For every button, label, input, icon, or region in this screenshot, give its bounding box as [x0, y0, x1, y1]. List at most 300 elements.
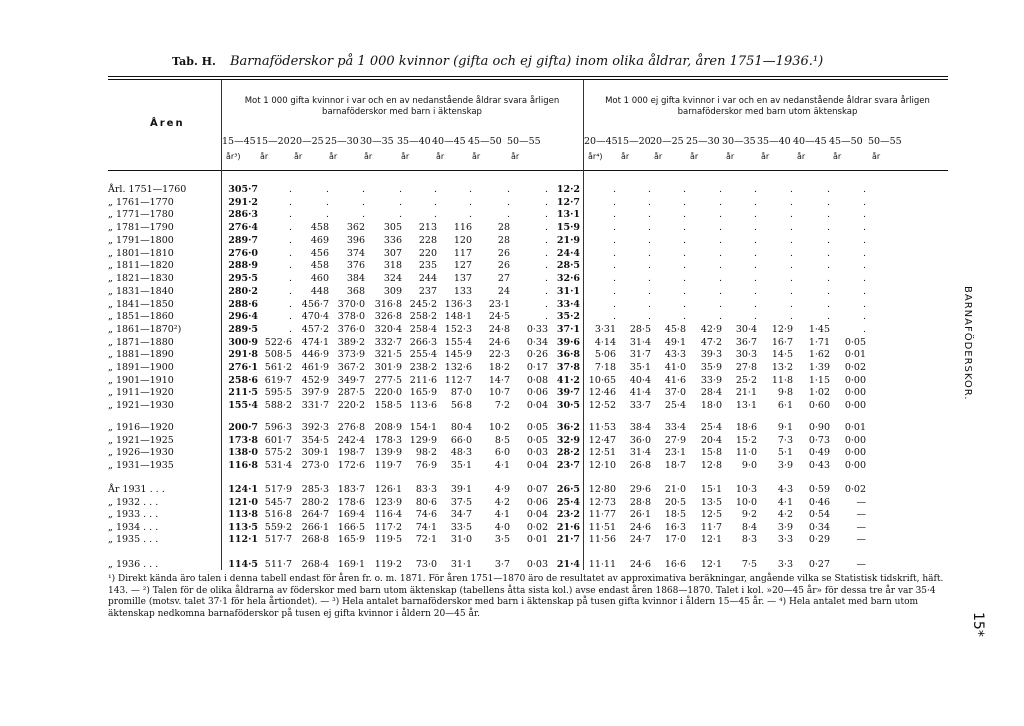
- column-unit: år: [401, 152, 410, 161]
- table-cell: 508·5: [264, 349, 292, 360]
- top-rule-inner: [108, 79, 948, 80]
- table-cell: 26·1: [629, 509, 651, 520]
- table-cell: 277·5: [374, 375, 402, 386]
- row-label: „ 1811—1820: [108, 260, 174, 271]
- table-cell: .: [544, 222, 548, 233]
- table-cell: 384: [346, 273, 365, 284]
- table-cell: 0·05: [526, 435, 548, 446]
- table-cell: .: [826, 184, 830, 195]
- table-cell: 37·8: [556, 362, 580, 373]
- table-cell: 7·18: [594, 362, 616, 373]
- table-cell: .: [789, 184, 793, 195]
- table-cell: 374: [346, 248, 365, 259]
- table-cell: 169·1: [337, 559, 365, 570]
- table-cell: 285·3: [301, 484, 329, 495]
- table-cell: 30·4: [735, 324, 757, 335]
- table-cell: 37·0: [664, 387, 686, 398]
- table-cell: 80·4: [450, 422, 472, 433]
- table-cell: 456·7: [301, 299, 329, 310]
- table-cell: 0·01: [844, 349, 866, 360]
- table-cell: .: [647, 235, 651, 246]
- table-cell: 0·29: [808, 534, 830, 545]
- table-cell: 11·0: [735, 447, 757, 458]
- table-cell: 32·9: [556, 435, 580, 446]
- table-cell: 280·2: [228, 286, 258, 297]
- table-cell: 295·5: [228, 273, 258, 284]
- table-cell: 349·7: [337, 375, 365, 386]
- table-cell: .: [682, 273, 686, 284]
- table-cell: 0·05: [844, 337, 866, 348]
- table-cell: 32·6: [556, 273, 580, 284]
- table-cell: 25·4: [700, 422, 722, 433]
- table-row: [0, 235, 1024, 248]
- row-label: „ 1935 . . .: [108, 534, 159, 545]
- table-cell: 0·03: [526, 447, 548, 458]
- table-cell: 228: [418, 235, 437, 246]
- table-cell: 0·02: [844, 362, 866, 373]
- table-cell: 4·1: [494, 460, 510, 471]
- table-cell: 0·49: [808, 447, 830, 458]
- table-cell: 158·5: [374, 400, 402, 411]
- table-cell: 469: [310, 235, 329, 246]
- table-cell: 23·1: [488, 299, 510, 310]
- table-cell: 35·1: [450, 460, 472, 471]
- column-unit: år: [690, 152, 699, 161]
- table-cell: 33·4: [556, 299, 580, 310]
- column-unit: år: [726, 152, 735, 161]
- table-cell: 36·8: [556, 349, 580, 360]
- table-cell: .: [753, 286, 757, 297]
- table-row: [0, 286, 1024, 299]
- table-cell: 276·1: [228, 362, 258, 373]
- table-cell: 31·4: [629, 337, 651, 348]
- table-cell: 45·8: [664, 324, 686, 335]
- table-cell: 373·9: [337, 349, 365, 360]
- table-row: [0, 273, 1024, 286]
- table-cell: 113·6: [409, 400, 437, 411]
- table-cell: 21·4: [556, 559, 580, 570]
- table-cell: 36·2: [556, 422, 580, 433]
- table-cell: .: [682, 197, 686, 208]
- table-cell: .: [612, 248, 616, 259]
- table-row: [0, 324, 1024, 337]
- table-cell: .: [433, 197, 437, 208]
- table-cell: 56·8: [450, 400, 472, 411]
- table-cell: 23·7: [556, 460, 580, 471]
- table-cell: 183·7: [337, 484, 365, 495]
- table-cell: .: [789, 273, 793, 284]
- table-cell: 470·4: [301, 311, 329, 322]
- table-cell: 132·6: [444, 362, 472, 373]
- table-cell: .: [544, 299, 548, 310]
- table-cell: .: [753, 209, 757, 220]
- table-cell: 0·02: [526, 522, 548, 533]
- table-cell: 376: [346, 260, 365, 271]
- table-cell: 12·80: [588, 484, 616, 495]
- table-cell: 18·5: [664, 509, 686, 520]
- table-cell: 139·9: [374, 447, 402, 458]
- column-header: 20—25: [290, 136, 324, 147]
- table-cell: 368: [346, 286, 365, 297]
- table-cell: 0·07: [526, 484, 548, 495]
- table-cell: 4·14: [594, 337, 616, 348]
- table-cell: .: [468, 197, 472, 208]
- table-cell: 21·7: [556, 534, 580, 545]
- table-cell: 258·2: [409, 311, 437, 322]
- table-cell: .: [544, 286, 548, 297]
- table-cell: .: [826, 248, 830, 259]
- table-cell: .: [468, 209, 472, 220]
- table-cell: 28·5: [556, 260, 580, 271]
- row-label: „ 1931—1935: [108, 460, 174, 471]
- table-cell: .: [361, 209, 365, 220]
- table-cell: 21·0: [664, 484, 686, 495]
- table-cell: 7·3: [777, 435, 793, 446]
- table-cell: 112·1: [228, 534, 258, 545]
- table-cell: 173·8: [228, 435, 258, 446]
- table-cell: 326·8: [374, 311, 402, 322]
- table-cell: 15·8: [700, 447, 722, 458]
- table-cell: 264·7: [301, 509, 329, 520]
- row-label: „ 1921—1925: [108, 435, 174, 446]
- table-cell: .: [718, 209, 722, 220]
- table-cell: 80·6: [415, 497, 437, 508]
- table-cell: .: [862, 324, 866, 335]
- table-cell: 276·4: [228, 222, 258, 233]
- table-cell: 166·5: [337, 522, 365, 533]
- table-cell: 595·5: [264, 387, 292, 398]
- column-unit: år³): [226, 152, 241, 161]
- table-cell: 33·4: [664, 422, 686, 433]
- table-cell: 6·1: [777, 400, 793, 411]
- column-unit: år: [797, 152, 806, 161]
- page-number: 15*: [970, 612, 986, 637]
- table-cell: 458: [310, 222, 329, 233]
- table-cell: 268·4: [301, 559, 329, 570]
- table-cell: 198·7: [337, 447, 365, 458]
- table-cell: .: [506, 197, 510, 208]
- table-cell: 25·2: [735, 375, 757, 386]
- table-cell: .: [544, 235, 548, 246]
- table-cell: 460: [310, 273, 329, 284]
- table-cell: 15·1: [700, 484, 722, 495]
- table-cell: 12·8: [700, 460, 722, 471]
- table-cell: .: [647, 273, 651, 284]
- table-cell: 24·8: [488, 324, 510, 335]
- table-cell: 8·3: [741, 534, 757, 545]
- column-header: 25—30: [686, 136, 720, 147]
- table-cell: .: [718, 311, 722, 322]
- table-cell: 28: [497, 222, 510, 233]
- row-label: „ 1831—1840: [108, 286, 174, 297]
- table-cell: 23·2: [556, 509, 580, 520]
- row-label: „ 1911—1920: [108, 387, 174, 398]
- column-header: 45—50: [468, 136, 502, 147]
- table-cell: 305·7: [228, 184, 258, 195]
- table-cell: 211·5: [228, 387, 258, 398]
- table-cell: 0·00: [844, 375, 866, 386]
- table-row: [0, 422, 1024, 435]
- table-cell: 31·1: [556, 286, 580, 297]
- table-cell: 18·7: [664, 460, 686, 471]
- table-cell: 165·9: [409, 387, 437, 398]
- table-cell: 152·3: [444, 324, 472, 335]
- table-cell: .: [398, 197, 402, 208]
- table-cell: 12·2: [556, 184, 580, 195]
- table-cell: 0·43: [808, 460, 830, 471]
- table-cell: .: [789, 197, 793, 208]
- table-cell: 517·7: [264, 534, 292, 545]
- table-cell: .: [288, 273, 292, 284]
- table-cell: 266·1: [301, 522, 329, 533]
- table-cell: 588·2: [264, 400, 292, 411]
- table-cell: 42·9: [700, 324, 722, 335]
- table-cell: .: [612, 286, 616, 297]
- table-cell: 28·5: [629, 324, 651, 335]
- table-cell: .: [682, 248, 686, 259]
- table-cell: 31·7: [629, 349, 651, 360]
- table-cell: 15·9: [556, 222, 580, 233]
- table-cell: 124·1: [228, 484, 258, 495]
- table-cell: 136·3: [444, 299, 472, 310]
- table-cell: 41·0: [664, 362, 686, 373]
- row-label: „ 1921—1930: [108, 400, 174, 411]
- table-cell: .: [612, 209, 616, 220]
- row-label: „ 1901—1910: [108, 375, 174, 386]
- table-cell: .: [862, 311, 866, 322]
- table-cell: 114·5: [228, 559, 258, 570]
- table-cell: .: [718, 260, 722, 271]
- table-cell: 301·9: [374, 362, 402, 373]
- row-label: „ 1771—1780: [108, 209, 174, 220]
- table-cell: 1·71: [808, 337, 830, 348]
- table-cell: .: [753, 235, 757, 246]
- table-cell: 18·2: [488, 362, 510, 373]
- table-cell: .: [862, 248, 866, 259]
- table-cell: 31·1: [450, 559, 472, 570]
- column-header: 35—40: [397, 136, 431, 147]
- table-cell: 0·02: [844, 484, 866, 495]
- table-cell: 0·06: [526, 497, 548, 508]
- table-cell: .: [718, 184, 722, 195]
- table-cell: .: [862, 209, 866, 220]
- table-cell: 0·33: [526, 324, 548, 335]
- table-cell: .: [789, 286, 793, 297]
- table-cell: 12·10: [588, 460, 616, 471]
- table-cell: 41·6: [664, 375, 686, 386]
- table-cell: 575·2: [264, 447, 292, 458]
- table-cell: 5·06: [594, 349, 616, 360]
- table-cell: 13·2: [771, 362, 793, 373]
- table-cell: 11·8: [771, 375, 793, 386]
- table-cell: .: [753, 184, 757, 195]
- table-cell: 28·8: [629, 497, 651, 508]
- table-cell: .: [826, 260, 830, 271]
- table-cell: .: [647, 184, 651, 195]
- table-cell: 172·6: [337, 460, 365, 471]
- table-cell: 24·4: [556, 248, 580, 259]
- table-cell: 33·7: [629, 400, 651, 411]
- table-cell: .: [753, 197, 757, 208]
- row-label: „ 1851—1860: [108, 311, 174, 322]
- table-cell: 127: [453, 260, 472, 271]
- table-cell: .: [789, 311, 793, 322]
- table-cell: 448: [310, 286, 329, 297]
- column-header: 20—45: [584, 136, 618, 147]
- table-cell: 72·1: [415, 534, 437, 545]
- table-cell: .: [398, 184, 402, 195]
- table-cell: 119·2: [374, 559, 402, 570]
- table-cell: 0·04: [526, 400, 548, 411]
- table-cell: .: [325, 184, 329, 195]
- table-cell: 516·8: [264, 509, 292, 520]
- table-cell: 24·6: [629, 522, 651, 533]
- table-cell: 25·4: [556, 497, 580, 508]
- table-cell: 21·1: [735, 387, 757, 398]
- table-cell: .: [682, 184, 686, 195]
- table-cell: 238·2: [409, 362, 437, 373]
- row-label: „ 1881—1890: [108, 349, 174, 360]
- row-label: År 1931 . . .: [108, 484, 165, 495]
- table-cell: .: [753, 311, 757, 322]
- row-label: „ 1934 . . .: [108, 522, 159, 533]
- table-cell: 33·9: [700, 375, 722, 386]
- table-cell: 12·1: [700, 559, 722, 570]
- table-cell: 116·8: [228, 460, 258, 471]
- table-cell: 288·6: [228, 299, 258, 310]
- row-label: „ 1761—1770: [108, 197, 174, 208]
- table-cell: .: [789, 222, 793, 233]
- table-cell: 40·4: [629, 375, 651, 386]
- table-cell: 370·0: [337, 299, 365, 310]
- table-cell: .: [325, 197, 329, 208]
- table-cell: 9·1: [777, 422, 793, 433]
- table-cell: 73·0: [415, 559, 437, 570]
- table-cell: 300·9: [228, 337, 258, 348]
- table-cell: 11·11: [588, 559, 616, 570]
- table-cell: 39·7: [556, 387, 580, 398]
- table-cell: 35·1: [629, 362, 651, 373]
- table-cell: .: [718, 248, 722, 259]
- table-row: [0, 460, 1024, 473]
- table-cell: .: [862, 235, 866, 246]
- table-cell: 0·59: [808, 484, 830, 495]
- table-cell: 4·3: [777, 484, 793, 495]
- table-cell: .: [433, 209, 437, 220]
- table-cell: 12·52: [588, 400, 616, 411]
- row-label: „ 1932 . . .: [108, 497, 159, 508]
- table-cell: .: [789, 209, 793, 220]
- table-cell: .: [682, 311, 686, 322]
- column-header: 30—35: [722, 136, 756, 147]
- table-cell: .: [288, 197, 292, 208]
- table-cell: 362: [346, 222, 365, 233]
- table-cell: 336: [383, 235, 402, 246]
- table-cell: 378·0: [337, 311, 365, 322]
- table-cell: 0·00: [844, 387, 866, 398]
- table-cell: .: [647, 248, 651, 259]
- table-cell: 39·3: [700, 349, 722, 360]
- table-cell: 0·00: [844, 400, 866, 411]
- table-cell: 37·5: [450, 497, 472, 508]
- table-cell: 10·65: [588, 375, 616, 386]
- table-title: [172, 54, 823, 69]
- table-cell: 26·8: [629, 460, 651, 471]
- table-cell: 296·4: [228, 311, 258, 322]
- table-cell: 9·0: [741, 460, 757, 471]
- table-cell: 457·2: [301, 324, 329, 335]
- table-cell: 309: [383, 286, 402, 297]
- table-cell: 11·7: [700, 522, 722, 533]
- table-cell: 4·0: [494, 522, 510, 533]
- table-cell: 4·1: [494, 509, 510, 520]
- column-header: 50—55: [868, 136, 902, 147]
- table-cell: .: [288, 235, 292, 246]
- table-cell: 28·4: [700, 387, 722, 398]
- column-header: 15—45: [222, 136, 256, 147]
- table-cell: 452·9: [301, 375, 329, 386]
- column-header: 20—25: [650, 136, 684, 147]
- table-cell: .: [826, 222, 830, 233]
- years-column-header: Åren: [150, 118, 185, 129]
- table-cell: .: [544, 184, 548, 195]
- column-header: 40—45: [432, 136, 466, 147]
- row-label: „ 1891—1900: [108, 362, 174, 373]
- table-cell: 14·7: [488, 375, 510, 386]
- table-cell: 461·9: [301, 362, 329, 373]
- table-cell: 0·00: [844, 447, 866, 458]
- table-cell: .: [288, 299, 292, 310]
- table-cell: 12·9: [771, 324, 793, 335]
- table-cell: 116·4: [374, 509, 402, 520]
- table-cell: 276·8: [337, 422, 365, 433]
- table-cell: 392·3: [301, 422, 329, 433]
- table-cell: .: [398, 209, 402, 220]
- table-cell: 367·2: [337, 362, 365, 373]
- table-cell: 4·2: [777, 509, 793, 520]
- table-cell: 0·00: [844, 435, 866, 446]
- table-cell: 288·9: [228, 260, 258, 271]
- table-row: [0, 509, 1024, 522]
- table-cell: 559·2: [264, 522, 292, 533]
- table-row: [0, 534, 1024, 547]
- table-cell: 20·5: [664, 497, 686, 508]
- table-cell: 28·2: [556, 447, 580, 458]
- table-cell: 1·62: [808, 349, 830, 360]
- table-cell: .: [288, 311, 292, 322]
- table-cell: 74·1: [415, 522, 437, 533]
- table-cell: .: [862, 222, 866, 233]
- table-cell: 522·6: [264, 337, 292, 348]
- table-cell: 376·0: [337, 324, 365, 335]
- table-cell: 24·6: [488, 337, 510, 348]
- table-row: [0, 184, 1024, 197]
- table-row: [0, 222, 1024, 235]
- table-cell: .: [544, 248, 548, 259]
- table-cell: .: [468, 184, 472, 195]
- table-cell: 30·5: [556, 400, 580, 411]
- table-cell: 22·3: [488, 349, 510, 360]
- table-cell: 10·2: [488, 422, 510, 433]
- table-cell: 3·3: [777, 534, 793, 545]
- table-cell: .: [506, 209, 510, 220]
- table-cell: 220·2: [337, 400, 365, 411]
- table-cell: 10·3: [735, 484, 757, 495]
- table-cell: 26: [497, 248, 510, 259]
- table-cell: 0·00: [844, 460, 866, 471]
- table-cell: 9·8: [777, 387, 793, 398]
- row-label: „ 1791—1800: [108, 235, 174, 246]
